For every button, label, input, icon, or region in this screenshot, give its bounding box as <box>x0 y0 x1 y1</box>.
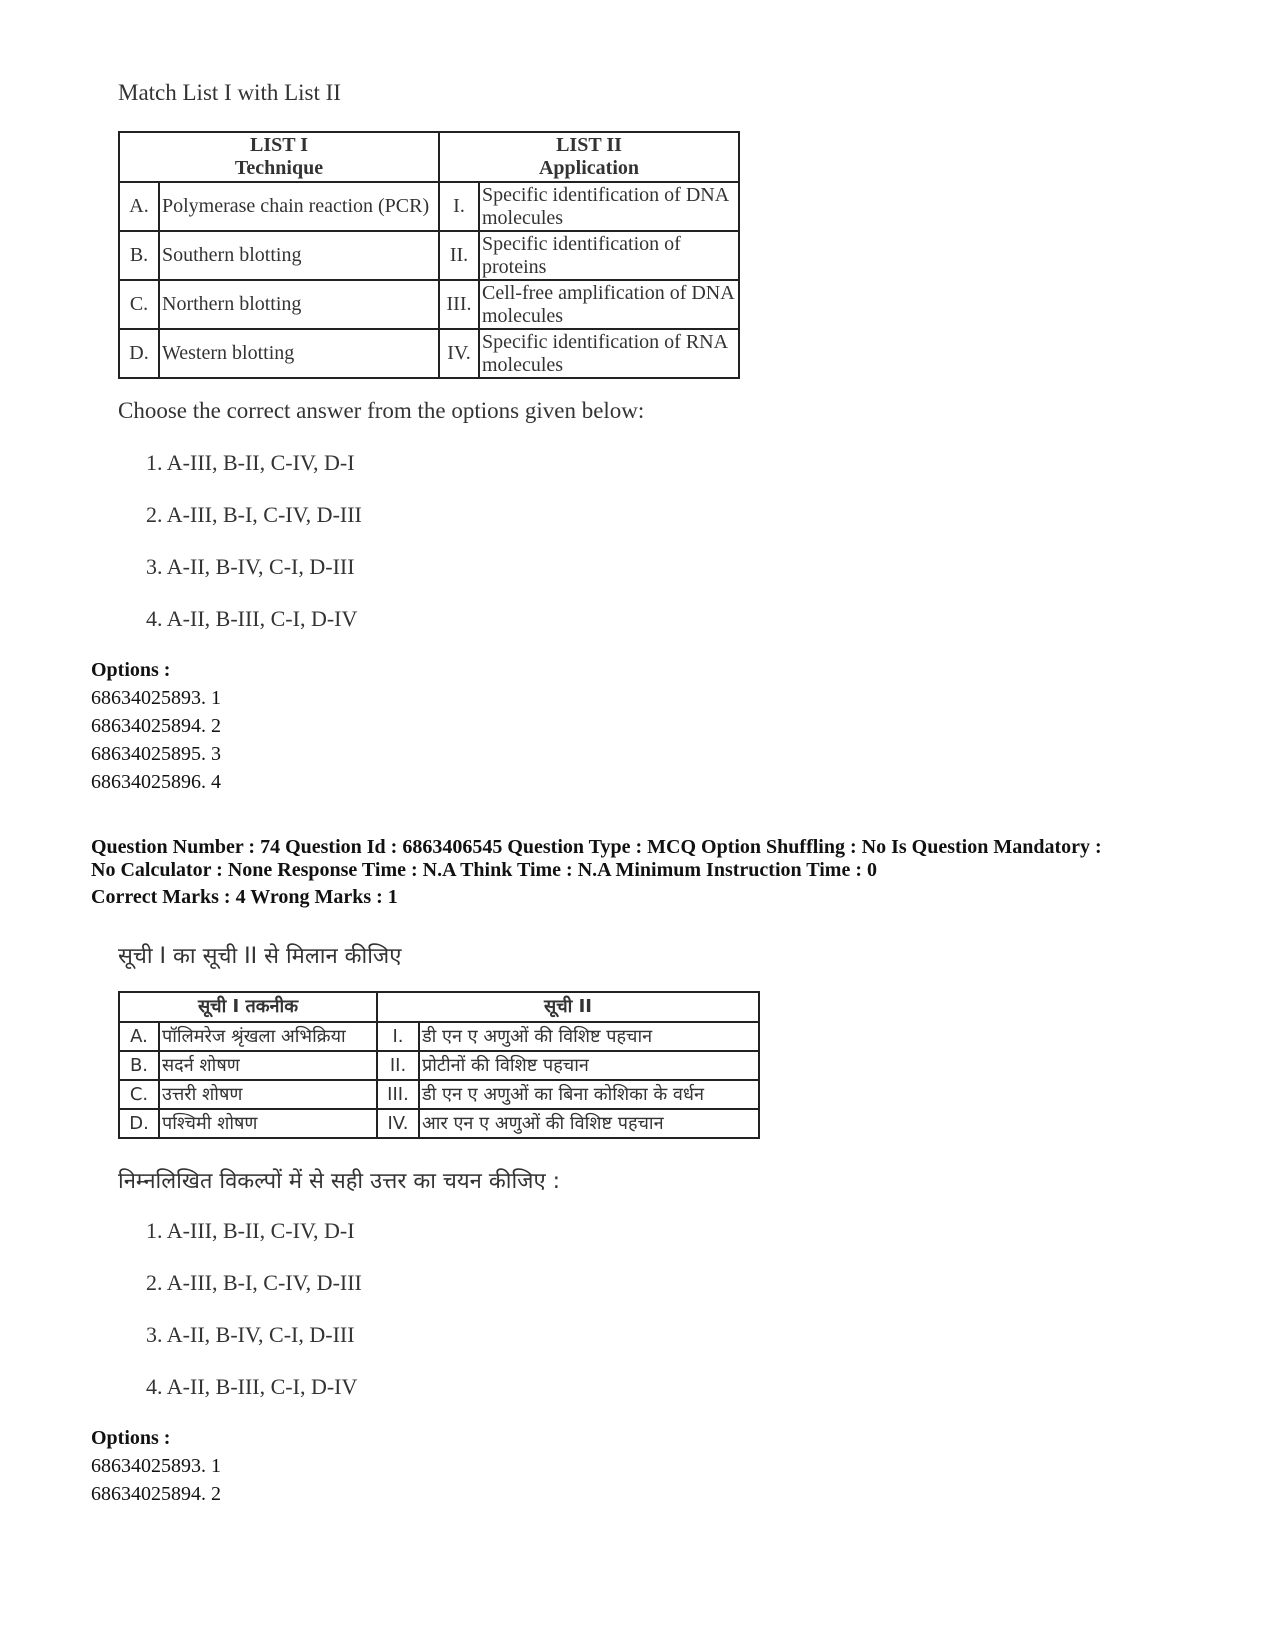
table-row: D. पश्चिमी शोषण IV. आर एन ए अणुओं की विशिष्ट पहचान <box>119 1109 759 1138</box>
option-id: 68634025893. 1 <box>91 1455 221 1477</box>
option-id: 68634025894. 2 <box>91 1483 221 1505</box>
choice-3: 3. A-II, B-IV, C-I, D-III <box>146 1322 355 1347</box>
question-title-hindi: सूची I का सूची II से मिलान कीजिए <box>118 944 402 969</box>
option-id: 68634025894. 2 <box>91 715 221 737</box>
question-title: Match List I with List II <box>118 80 341 105</box>
options-label: Options : <box>91 1427 171 1449</box>
option-id: 68634025895. 3 <box>91 743 221 765</box>
list1-header: सूची I तकनीक <box>119 992 377 1022</box>
option-id: 68634025893. 1 <box>91 687 221 709</box>
list2-header: सूची II <box>377 992 759 1022</box>
match-table-hindi <box>118 991 760 1139</box>
table-row: A. Polymerase chain reaction (PCR) I. Specific identification of DNA molecules <box>119 182 739 231</box>
choice-1: 1. A-III, B-II, C-IV, D-I <box>146 450 355 475</box>
table-row: B. सदर्न शोषण II. प्रोटीनों की विशिष्ट पहचान <box>119 1051 759 1080</box>
list2-header: LIST II Application <box>439 132 739 182</box>
question-marks: Correct Marks : 4 Wrong Marks : 1 <box>91 886 398 908</box>
match-table <box>118 131 740 379</box>
table-row: A. पॉलिमरेज श्रृंखला अभिक्रिया I. डी एन ए अणुओं की विशिष्ट पहचान <box>119 1022 759 1051</box>
table-row: D. Western blotting IV. Specific identification of RNA molecules <box>119 329 739 378</box>
table-row: B. Southern blotting II. Specific identification of proteins <box>119 231 739 280</box>
instruction-text-hindi: निम्नलिखित विकल्पों में से सही उत्तर का चयन कीजिए : <box>118 1169 561 1194</box>
table-row: C. Northern blotting III. Cell-free amplification of DNA molecules <box>119 280 739 329</box>
table-row: C. उत्तरी शोषण III. डी एन ए अणुओं का बिना कोशिका के वर्धन <box>119 1080 759 1109</box>
option-id: 68634025896. 4 <box>91 771 221 793</box>
choice-3: 3. A-II, B-IV, C-I, D-III <box>146 554 355 579</box>
instruction-text: Choose the correct answer from the options given below: <box>118 398 645 423</box>
choice-4: 4. A-II, B-III, C-I, D-IV <box>146 1374 358 1399</box>
options-label: Options : <box>91 659 171 681</box>
question-meta-line-2: No Calculator : None Response Time : N.A Think Time : N.A Minimum Instruction Time : 0 <box>91 859 877 881</box>
choice-2: 2. A-III, B-I, C-IV, D-III <box>146 502 362 527</box>
question-meta-line-1: Question Number : 74 Question Id : 6863406545 Question Type : MCQ Option Shuffling : No Is Question Mandatory : <box>91 836 1102 858</box>
choice-4: 4. A-II, B-III, C-I, D-IV <box>146 606 358 631</box>
list1-header: LIST I Technique <box>119 132 439 182</box>
choice-2: 2. A-III, B-I, C-IV, D-III <box>146 1270 362 1295</box>
choice-1: 1. A-III, B-II, C-IV, D-I <box>146 1218 355 1243</box>
